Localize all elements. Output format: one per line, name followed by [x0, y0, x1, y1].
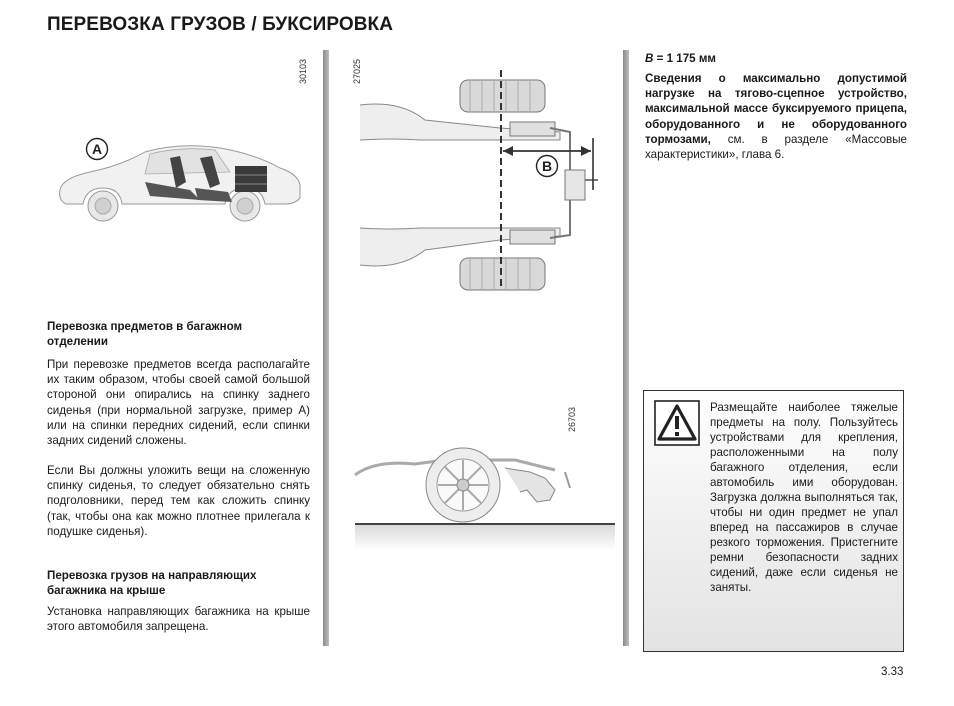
label-b-circle [535, 154, 559, 178]
section-text-folded-seat: Если Вы должны уложить вещи на сложенную спинку сиденья, то следует обязательно снять подголовники, перед тем как сложить спинку (так, чтобы она как можно плотнее прилегала к подушке сиденья). [47, 464, 310, 538]
towing-info-reference: см. в разделе «Массовые характеристики», глава 6. [645, 132, 907, 162]
label-a-circle [85, 137, 109, 161]
label-b: B [541, 158, 553, 174]
section-text-roof-rails: Установка направляющих багажника на крыше этого автомобиля запрещена. [47, 605, 310, 634]
warning-triangle-icon [654, 400, 700, 446]
page-number: 3.33 [881, 666, 904, 678]
page-title: ПЕРЕВОЗКА ГРУЗОВ / БУКСИРОВКА [47, 14, 394, 35]
towing-info [645, 71, 907, 162]
tow-hitch-diagram [360, 50, 620, 290]
section-text-luggage: При перевозке предметов всегда располагайте их таким образом, чтобы своей самой большой стороной они опирались на спинку заднего сиденья (при нормальной загрузке, пример A) или на спинки передних сидений, если спинки задних сидений сложены. [47, 358, 310, 448]
section-title-luggage: Перевозка предметов в багажном отделении [47, 320, 243, 348]
figure-code-car: 30103 [298, 58, 308, 84]
towing-info-bold: Сведения о максимально допустимой нагрузке на тягово-сцепное устройство, максимальной массе буксируемого прицепа, оборудованного и не оборудованного тормозами, [645, 72, 907, 146]
column-divider [323, 50, 329, 646]
warning-text: Размещайте наиболее тяжелые предметы на полу. Пользуйтесь устройствами для крепления, расположенными на полу багажного отделения, если автомобиль ими оборудован. Загрузка должна выполняться так, чтобы ни один предмет не упал вперед на пассажиров в случае резкого торможения. Пристегните ремни безопасности задних сидений, даже если сиденья не заняты. [710, 401, 898, 594]
section-title-roof-rails: Перевозка грузов на направляющих багажника на крыше [47, 569, 257, 597]
spare-wheel-illustration [355, 430, 615, 550]
figure-code-wheel: 26703 [567, 406, 577, 432]
label-a: A [91, 141, 103, 157]
figure-code-hitch: 27025 [352, 58, 362, 84]
dimension-b-value [645, 51, 907, 66]
warning-box [643, 390, 904, 652]
column-divider [623, 50, 629, 646]
dimension-b-number: = 1 175 мм [656, 52, 716, 65]
dimension-b-letter: B [645, 52, 654, 65]
